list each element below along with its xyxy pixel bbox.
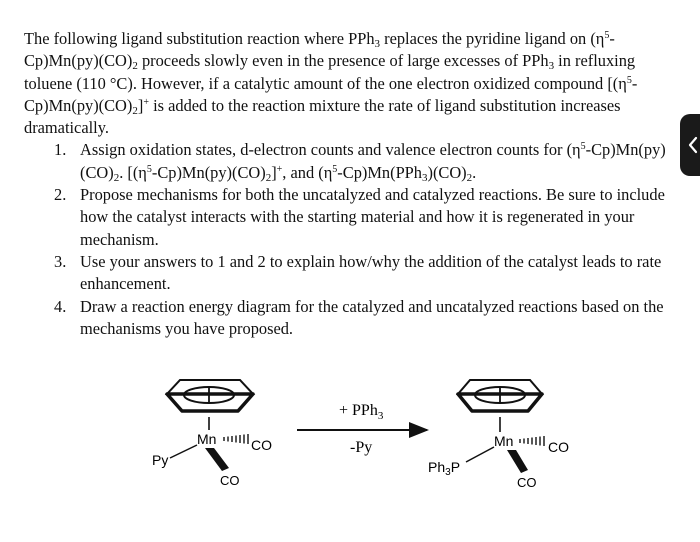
formula-text: -Cp)Mn(py)(CO)	[24, 73, 638, 115]
question-text: Draw a reaction energy diagram for the catalyzed and uncatalyzed reactions based on the mechanisms you have proposed.	[80, 296, 664, 338]
list-item	[24, 184, 674, 251]
formula-text: ]	[271, 162, 277, 182]
question-text: Propose mechanisms for both the uncatalyzed and catalyzed reactions. Be sure to include how the catalyst interacts with the starting material and how it is regenerated in your mechanism.	[80, 185, 665, 249]
intro-text: proceeds slowly even in the presence of large excesses of PPh	[137, 51, 549, 71]
problem-text	[24, 28, 674, 340]
metal-label: Mn	[197, 431, 217, 447]
superscript: 5	[332, 163, 338, 175]
subscript: 2	[132, 60, 138, 73]
superscript: 5	[580, 141, 586, 153]
byproduct-label: -Py	[350, 439, 373, 456]
list-item	[24, 296, 674, 341]
superscript: +	[276, 163, 283, 175]
cyclopentadienyl-ring	[458, 380, 542, 411]
question-text: Assign oxidation states, d-electron counts and valence electron counts for	[80, 140, 567, 160]
side-tab-button[interactable]	[680, 114, 700, 176]
subscript: 2	[113, 171, 120, 184]
reagent-label: + PPh$_3$	[339, 402, 384, 422]
question-list	[24, 139, 674, 340]
chevron-left-icon	[687, 136, 699, 154]
item-number: 1.	[54, 140, 67, 160]
ligand-label: Py	[152, 452, 169, 468]
question-text: Use your answers to 1 and 2 to explain how/why the addition of the catalyst leads to rate enhancement.	[80, 251, 662, 294]
item-number: 3.	[54, 251, 67, 271]
subscript: 2	[132, 104, 138, 117]
carbonyl-label: CO	[517, 475, 537, 490]
formula-text: (η	[590, 29, 605, 48]
superscript: 5	[626, 74, 632, 86]
ligand-bond	[170, 445, 197, 458]
subscript: 2	[265, 171, 272, 184]
superscript: 5	[604, 30, 610, 41]
formula-text: .	[472, 162, 477, 182]
intro-paragraph	[24, 28, 674, 139]
intro-text: in refluxing toluene (110 °C). However, if a catalytic amount of the one electron oxidized compound	[24, 51, 636, 93]
list-item	[24, 251, 674, 296]
list-item	[24, 139, 674, 184]
product-structure	[428, 380, 569, 490]
hashed-bond	[224, 434, 248, 444]
reaction-arrow	[297, 402, 427, 456]
formula-text: -Cp)Mn(py)(CO)	[80, 140, 666, 182]
formula-text: (η	[566, 140, 581, 160]
subscript: 3	[374, 38, 381, 50]
superscript: 5	[146, 163, 152, 175]
question-text: , and	[282, 162, 319, 182]
formula-text: -Cp)Mn(PPh	[337, 162, 422, 182]
formula-text: . [(η	[119, 162, 147, 182]
item-number: 2.	[54, 185, 67, 205]
formula-text: [(η	[607, 73, 627, 93]
wedge-bond	[205, 448, 229, 471]
carbonyl-label: CO	[220, 473, 240, 488]
ligand-label: $Ph_3P$	[428, 459, 461, 478]
intro-text: replaces the pyridine ligand on	[380, 29, 591, 48]
formula-text: -Cp)Mn(py)(CO)	[151, 162, 266, 182]
wedge-bond	[507, 450, 528, 473]
intro-text: The following ligand substitution reaction where PPh	[24, 29, 375, 48]
reaction-scheme	[0, 360, 700, 542]
metal-label: Mn	[494, 433, 514, 449]
formula-text: ]	[137, 95, 144, 115]
intro-text: is added to the reaction mixture the rate of ligand substitution increases dramatically.	[24, 95, 621, 138]
reactant-structure	[152, 380, 272, 488]
subscript: 3	[422, 171, 428, 184]
carbonyl-label: CO	[251, 437, 272, 453]
formula-text: )(CO)	[427, 162, 467, 182]
carbonyl-label: CO	[548, 439, 569, 455]
subscript: 2	[466, 171, 473, 184]
superscript: +	[143, 96, 149, 108]
formula-text: -Cp)Mn(py)(CO)	[24, 29, 615, 71]
hashed-bond	[520, 436, 544, 446]
item-number: 4.	[54, 296, 67, 316]
formula-text: (η	[318, 162, 333, 182]
cyclopentadienyl-ring	[167, 380, 253, 411]
subscript: 3	[548, 60, 555, 73]
ligand-bond	[466, 447, 494, 462]
